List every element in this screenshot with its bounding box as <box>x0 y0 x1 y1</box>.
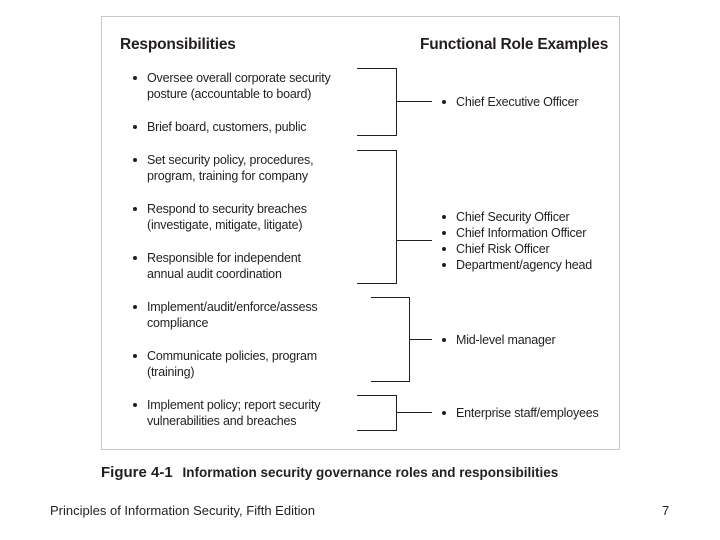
bullet-icon <box>133 256 137 260</box>
bullet-icon <box>133 207 137 211</box>
bracket-exec-connector <box>396 240 432 241</box>
bracket-mid-connector <box>409 339 432 340</box>
responsibility-communicate: Communicate policies, program (training) <box>147 349 317 379</box>
bullet-icon <box>133 305 137 309</box>
bullet-icon <box>442 231 446 235</box>
bullet-icon <box>133 76 137 80</box>
bullet-icon <box>442 100 446 104</box>
responsibility-audit: Responsible for independent annual audit coordination <box>147 251 301 281</box>
bullet-icon <box>133 403 137 407</box>
figure-label: Figure 4-1 <box>101 464 173 481</box>
bracket-staff-bottom <box>357 430 396 431</box>
bracket-exec-top <box>357 150 396 151</box>
bracket-ceo-connector <box>396 101 432 102</box>
bullet-icon <box>442 263 446 267</box>
role-cro: Chief Risk Officer <box>456 242 550 256</box>
bullet-icon <box>442 338 446 342</box>
bracket-ceo-vertical <box>396 68 397 136</box>
responsibilities-header: Responsibilities <box>120 36 236 53</box>
responsibility-implement-audit: Implement/audit/enforce/assess compliance <box>147 300 318 330</box>
bracket-exec-bottom <box>357 283 396 284</box>
roles-header: Functional Role Examples <box>420 36 609 53</box>
figure-caption <box>101 464 558 481</box>
role-mid-level-manager: Mid-level manager <box>456 333 556 347</box>
bullet-icon <box>442 411 446 415</box>
role-cio: Chief Information Officer <box>456 226 587 240</box>
bracket-staff-connector <box>396 412 432 413</box>
responsibility-set-policy: Set security policy, procedures, program, training for company <box>147 153 314 183</box>
responsibility-oversee: Oversee overall corporate security posture (accountable to board) <box>147 71 331 101</box>
responsibility-implement-policy: Implement policy; report security vulnerabilities and breaches <box>147 398 321 428</box>
page-number: 7 <box>662 503 670 518</box>
bullet-icon <box>442 247 446 251</box>
bracket-ceo-bottom <box>357 135 396 136</box>
bracket-ceo-top <box>357 68 396 69</box>
bracket-exec-vertical <box>396 150 397 284</box>
role-cso: Chief Security Officer <box>456 210 570 224</box>
bullet-icon <box>133 354 137 358</box>
bracket-mid-top <box>371 297 409 298</box>
bracket-mid-bottom <box>371 381 409 382</box>
bullet-icon <box>133 158 137 162</box>
role-enterprise-staff: Enterprise staff/employees <box>456 406 599 420</box>
footer-book-title: Principles of Information Security, Fifth Edition <box>50 503 315 518</box>
figure-caption-text: Information security governance roles and responsibilities <box>182 465 559 480</box>
bullet-icon <box>442 215 446 219</box>
bracket-staff-vertical <box>396 395 397 431</box>
role-department-head: Department/agency head <box>456 258 592 272</box>
bullet-icon <box>133 125 137 129</box>
responsibility-respond: Respond to security breaches (investigate, mitigate, litigate) <box>147 202 307 232</box>
responsibility-brief: Brief board, customers, public <box>147 120 307 134</box>
role-ceo: Chief Executive Officer <box>456 95 579 109</box>
bracket-staff-top <box>357 395 396 396</box>
